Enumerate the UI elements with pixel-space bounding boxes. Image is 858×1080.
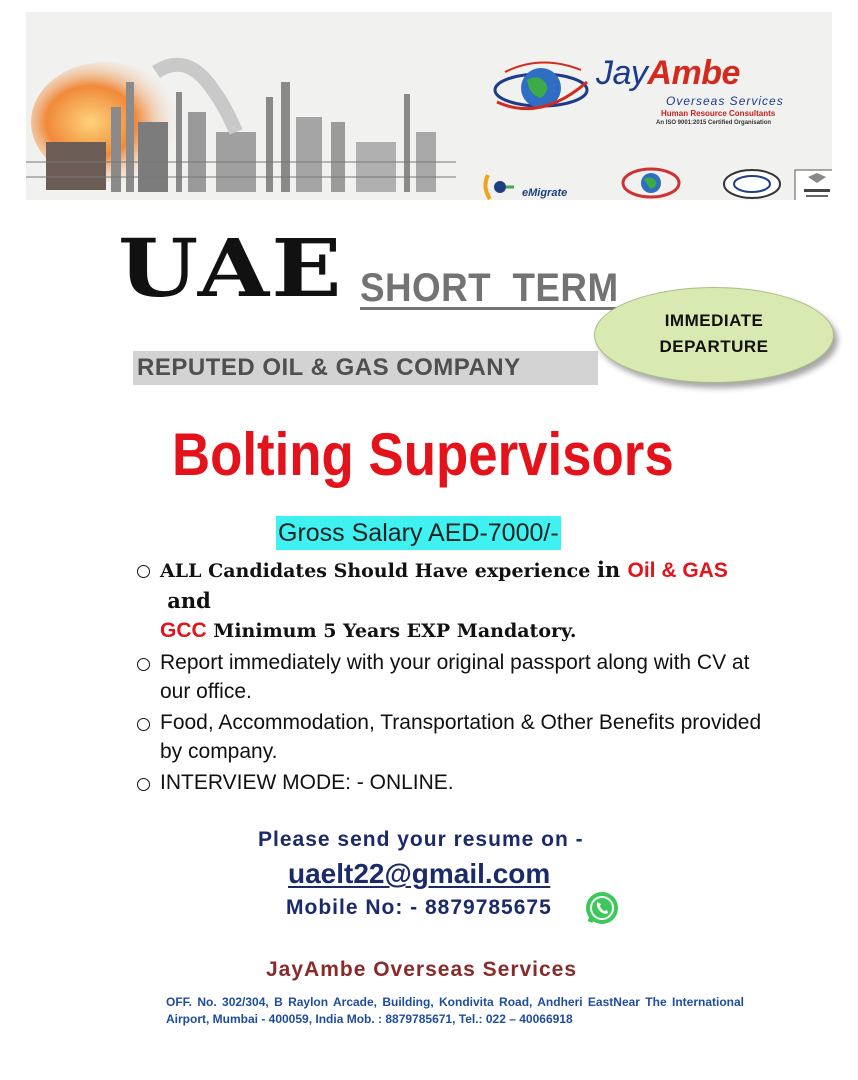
jayambe-logo (491, 52, 821, 132)
office-address: OFF. No. 302/304, B Raylon Arcade, Building, Kondivita Road, Andheri EastNear The International Airport, Mumbai - 400059, India Mob. : 8879785671, Tel.: 022 – 40066918 (166, 995, 744, 1026)
requirements-list (135, 555, 775, 799)
circle-bullet-icon (137, 718, 150, 731)
badge-line-1: IMMEDIATE (664, 311, 764, 330)
ukas-badge-icon (794, 169, 832, 200)
country-heading: UAE (118, 221, 344, 315)
send-resume-prompt: Please send your resume on - (258, 828, 584, 851)
refinery-illustration (26, 12, 456, 200)
brand-tagline: Overseas Services (666, 94, 784, 108)
company-name: JayAmbe Overseas Services (266, 958, 578, 981)
list-item: ALL Candidates Should Have experience in Oil & GAS and GCC Minimum 5 Years EXP Mandatory. (135, 555, 775, 646)
globe-icon (491, 52, 591, 132)
circle-bullet-icon (137, 778, 150, 791)
emigrate-label: eMigrate (522, 187, 568, 199)
gcc-highlight: GCC (160, 619, 207, 642)
brand-certification: An ISO 9001:2015 Certified Organisation (656, 120, 772, 126)
job-title: Bolting Supervisors (172, 421, 674, 488)
company-type-label: REPUTED OIL & GAS COMPANY (133, 351, 598, 385)
list-item: Report immediately with your original passport along with CV at our office. (135, 648, 775, 706)
circle-bullet-icon (137, 565, 150, 578)
list-item: INTERVIEW MODE: - ONLINE. (135, 768, 775, 797)
list-item: Food, Accommodation, Transportation & Other Benefits provided by company. (135, 708, 775, 766)
salary-label: Gross Salary AED-7000/- (276, 516, 561, 550)
ministry-emblem-icon (616, 167, 686, 200)
header-banner (26, 12, 832, 200)
whatsapp-icon[interactable] (584, 890, 620, 926)
badge-line-2: DEPARTURE (659, 337, 769, 356)
circle-bullet-icon (137, 658, 150, 671)
certification-logos (476, 167, 832, 200)
brand-subtitle: Human Resource Consultants (661, 109, 776, 118)
term-heading: SHORT TERM (360, 266, 619, 310)
brand-name: JayAmbe (596, 54, 740, 92)
immediate-departure-badge (594, 287, 834, 383)
email-link[interactable]: uaelt22@gmail.com (288, 858, 551, 889)
iso-badge-icon (721, 167, 783, 200)
emigrate-logo-icon (480, 169, 520, 200)
oil-gas-highlight: Oil & GAS (627, 559, 728, 582)
mobile-number: Mobile No: - 8879785675 (286, 896, 552, 919)
